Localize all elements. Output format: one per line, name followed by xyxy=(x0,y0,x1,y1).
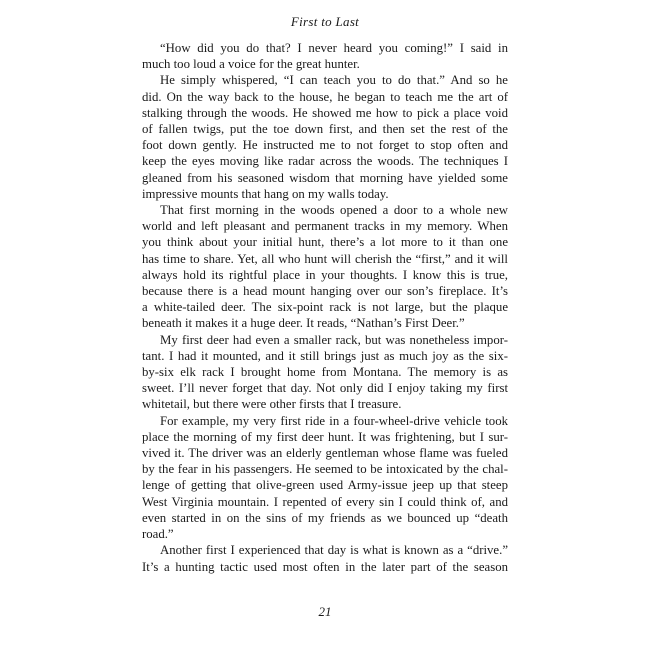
text-line: has time to share. Yet, all who hunt will cherish the “first,” and it will xyxy=(142,251,508,266)
text-line: vived it. The driver was an elderly gentleman whose flame was fueled xyxy=(142,446,508,461)
running-head: First to Last xyxy=(290,14,360,29)
text-line: foot down gently. He instructed me to not forget to stop often and xyxy=(142,138,508,153)
text-line: by the fear in his passengers. He seemed to be intoxicated by the chal- xyxy=(142,462,508,477)
paragraph xyxy=(142,202,508,332)
text-line: He simply whispered, “I can teach you to do that.” And so he xyxy=(160,73,508,88)
text-line: you think about your initial hunt, there’s a lot more to it than one xyxy=(142,235,508,250)
text-line: stalking through the woods. He showed me how to pick a place void xyxy=(142,105,508,120)
text-line: It’s a hunting tactic used most often in the later part of the season xyxy=(142,559,508,574)
body-text xyxy=(142,40,508,575)
text-line: of fallen twigs, put the toe down first, and then set the rest of the xyxy=(142,122,508,137)
text-line: by-six elk rack I brought home from Montana. The memory is as xyxy=(142,365,508,380)
text-line: impressive mounts that hang on my walls today. xyxy=(142,186,389,201)
paragraph xyxy=(142,413,508,543)
paragraph xyxy=(142,72,508,202)
text-line: because there is a head mount hanging over our son’s fireplace. It’s xyxy=(142,284,508,299)
text-line: did. On the way back to the house, he began to teach me the art of xyxy=(142,89,508,104)
text-line: “How did you do that? I never heard you coming!” I said in xyxy=(160,41,508,55)
text-line: always hold its rightful place in your thoughts. I know this is true, xyxy=(142,267,508,282)
text-line: For example, my very first ride in a four-wheel-drive vehicle took xyxy=(160,413,508,428)
text-line: sweet. I’ll never forget that day. Not only did I enjoy taking my first xyxy=(142,381,508,396)
text-line: My first deer had even a smaller rack, but was nonetheless impor- xyxy=(160,332,508,347)
text-line: lenge of getting that olive-green used Army-issue jeep up that steep xyxy=(142,478,508,493)
text-line: even started in on the sins of my friends as we bounced up “death xyxy=(142,510,508,525)
text-line: whitetail, but there were other firsts that I treasure. xyxy=(142,397,402,412)
paragraph xyxy=(142,542,508,574)
text-line: tant. I had it mounted, and it still brings just as much joy as the six- xyxy=(142,348,508,363)
paragraph xyxy=(142,332,508,413)
text-line: place the morning of my first deer hunt. It was frightening, but I sur- xyxy=(142,429,508,444)
paragraph xyxy=(142,40,508,72)
text-line: gleaned from his seasoned wisdom that morning have yielded some xyxy=(142,170,508,185)
text-line: world and left pleasant and permanent tracks in my memory. When xyxy=(142,219,508,234)
text-line: a white-tailed deer. The six-point rack is not large, but the plaque xyxy=(142,300,508,315)
text-line: beneath it makes it a huge deer. It reads, “Nathan’s First Deer.” xyxy=(142,316,465,331)
text-line: Another first I experienced that day is what is known as a “drive.” xyxy=(160,543,508,558)
text-line: road.” xyxy=(142,527,174,542)
text-line: much too loud a voice for the great hunter. xyxy=(142,57,360,72)
text-line: That first morning in the woods opened a door to a whole new xyxy=(160,203,508,218)
text-line: West Virginia mountain. I repented of every sin I could think of, and xyxy=(142,494,508,509)
text-line: keep the eyes moving like radar across the woods. The techniques I xyxy=(142,154,508,169)
page-number: 21 xyxy=(318,604,332,619)
